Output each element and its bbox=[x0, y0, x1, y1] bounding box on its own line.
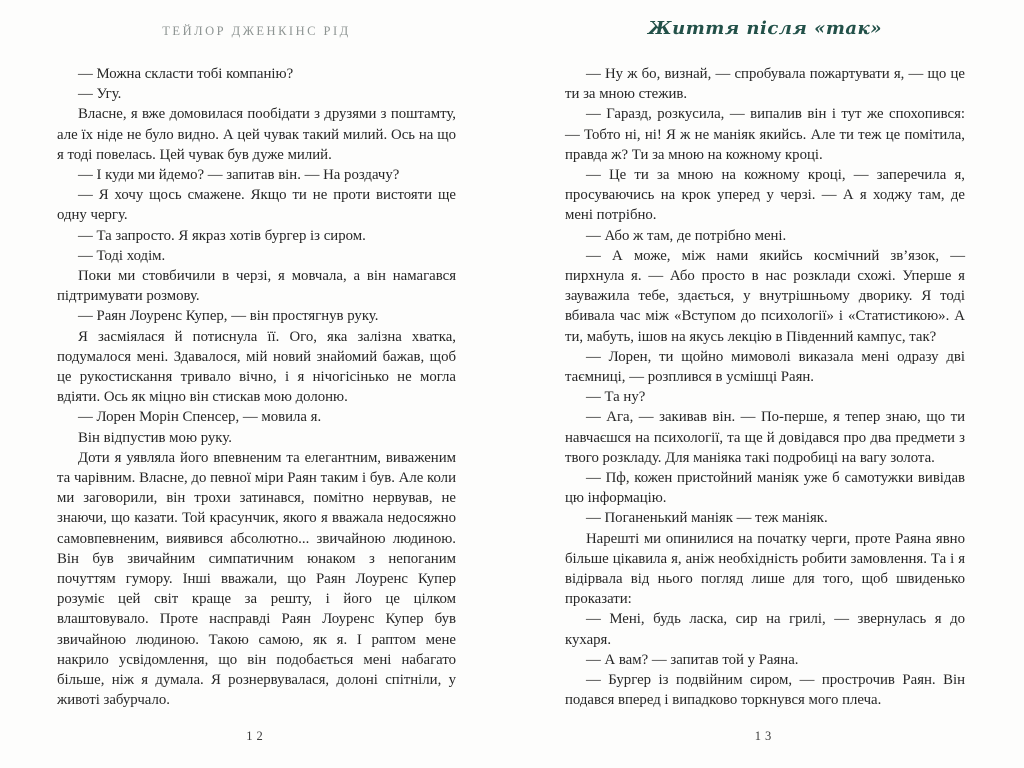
paragraph: — Та запросто. Я якраз хотів бургер із сиром. bbox=[78, 227, 366, 244]
paragraph: — Бургер із подвійним сиром, — прострочив Раян. Він подався вперед і випадково торкнувся мого плеча. bbox=[565, 672, 965, 709]
running-head-author: ТЕЙЛОР ДЖЕНКІНС РІД bbox=[162, 24, 351, 38]
page-number-left: 12 bbox=[246, 729, 267, 743]
paragraph: Я засміялася й потиснула її. Ого, яка залізна хватка, подумалося мені. Здавалося, мій новий знайомий бажав, щоб це рукостискання тривало вічно, і я нічогісінько не могла вдіяти. Ось як міцно він стискав мою долоню. bbox=[57, 328, 456, 406]
paragraph: — А вам? — запитав той у Раяна. bbox=[586, 651, 799, 668]
paragraph: — Можна скласти тобі компанію? bbox=[78, 66, 294, 82]
left-page-text bbox=[57, 64, 456, 711]
paragraph: Власне, я вже домовилася пообідати з друзями з поштамту, але їх ніде не було видно. А цей чувак такий милий. Ось на що я тоді повелась. Цей чувак був дуже милий. bbox=[57, 106, 456, 163]
paragraph: — Та ну? bbox=[586, 389, 646, 406]
paragraph: — А може, між нами якийсь космічний зв’язок, — пирхнула я. — Або просто в нас розклади схожі. Уперше я зауважила тебе, здається, у внутрішньому дворику. Я тоді вбивала час між «Вступом до психології» і «Статистикою». А ти, мабуть, ішов на якусь лекцію в Південний кампус, так? bbox=[565, 247, 965, 345]
paragraph: — Ну ж бо, визнай, — спробувала пожартувати я, — що це ти за мною стежив. bbox=[565, 66, 965, 103]
paragraph: — Гаразд, розкусила, — випалив він і тут же спохопився: — Тобто ні, ні! Я ж не маніяк якийсь. Але ти теж це помітила, правда ж? Ти за мною на кожному кроці. bbox=[565, 106, 965, 163]
running-head-title: Життя після «так» bbox=[648, 18, 882, 39]
paragraph: — Ага, — закивав він. — По-перше, я тепер знаю, що ти навчаєшся на психології, та ще й довідався про два предмети з твого розкладу. Для маніяка такі подробиці на вагу золота. bbox=[565, 409, 965, 466]
paragraph: — Лорен Морін Спенсер, — мовила я. bbox=[78, 409, 322, 426]
page-number-right: 13 bbox=[754, 729, 776, 743]
paragraph: — Це ти за мною на кожному кроці, — заперечила я, просуваючись на крок уперед у черзі. — А я ходжу там, де мені потрібно. bbox=[565, 167, 965, 224]
paragraph: Він відпустив мою руку. bbox=[78, 429, 232, 446]
paragraph: — Пф, кожен пристойний маніяк уже б самотужки вивідав цю інформацію. bbox=[565, 470, 965, 507]
paragraph: Нарешті ми опинилися на початку черги, проте Раяна явно більше цікавила я, аніж необхідність робити замовлення. Та і я відірвала від нього погляд лише для того, щоб швиденько проказати: bbox=[565, 530, 965, 608]
right-page-text bbox=[565, 64, 965, 711]
paragraph: — І куди ми йдемо? — запитав він. — На роздачу? bbox=[78, 167, 400, 184]
paragraph: — Мені, будь ласка, сир на грилі, — звернулась я до кухаря. bbox=[565, 611, 965, 648]
paragraph: — Тоді ходім. bbox=[78, 247, 166, 264]
paragraph: Поки ми стовбичили в черзі, я мовчала, а він намагався підтримувати розмову. bbox=[57, 268, 456, 305]
paragraph: — Я хочу щось смажене. Якщо ти не проти вистояти ще одну чергу. bbox=[57, 187, 456, 224]
paragraph: — Лорен, ти щойно мимоволі виказала мені одразу дві таємниці, — розплився в усмішці Раян. bbox=[565, 348, 965, 386]
paragraph: Доти я уявляла його впевненим та елегантним, виваженим та чарівним. Власне, до певної міри Раян таким і був. Але коли ми заговорили, він трохи затинався, помітно нервував, не знаючи, що казати. Той красунчик, якого я вважала недосяжно самовпевненим, виявився абсолютно... звичайною людиною. Він був звичайним симпатичним юнаком з непоганим почуттям гумору. Інші вважали, що Раян Лоуренс Купер розуміє цей світ краще за решту, і його це цілком влаштовувало. Проте насправді Раян Лоуренс Купер був звичайною людиною. Такою самою, як я. І раптом мене накрило усвідомлення, що він подобається мені набагато більше, ніж я думала. Я рознервувалася, долоні спітніли, у животі забурчало. bbox=[57, 449, 456, 709]
paragraph: — Угу. bbox=[78, 86, 122, 103]
paragraph: — Раян Лоуренс Купер, — він простягнув руку. bbox=[78, 308, 379, 325]
paragraph: — Або ж там, де потрібно мені. bbox=[586, 227, 787, 244]
paragraph: — Поганенький маніяк — теж маніяк. bbox=[586, 510, 828, 527]
